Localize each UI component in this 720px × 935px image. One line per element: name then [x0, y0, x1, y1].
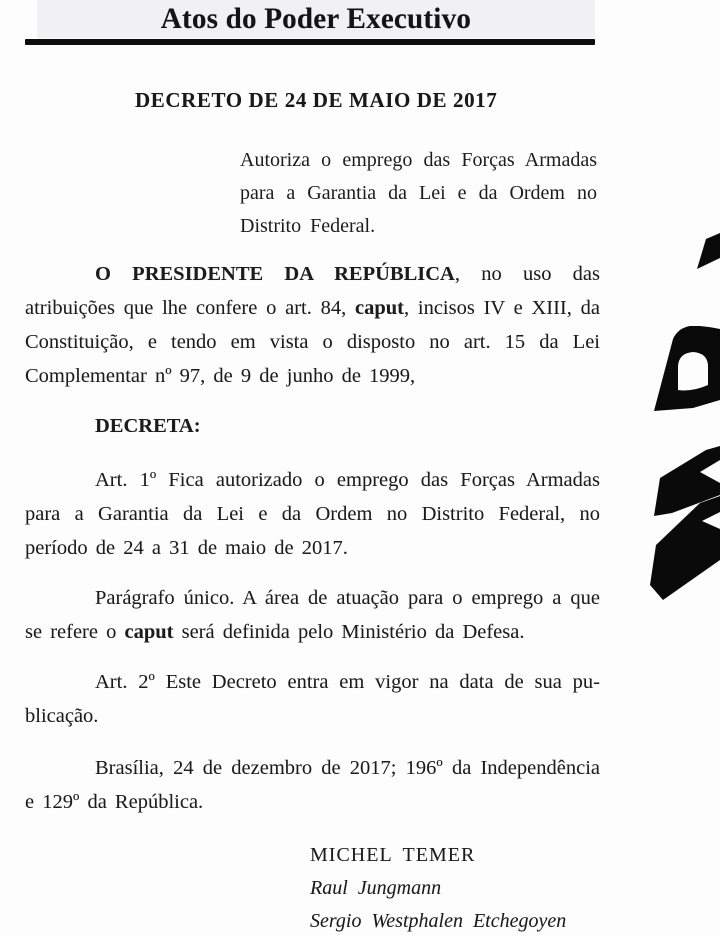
decree-preamble: O PRESIDENTE DA REPÚBLICA, no uso das atribuições que lhe confere o art. 84, caput, incisos IV e XIII, da Constituição, e tendo em vista o disposto no art. 15 da Lei Complementar nº 97, de 9 de junho de 1999,: [25, 263, 600, 387]
decree-title: DECRETO DE 24 DE MAIO DE 2017: [135, 88, 498, 112]
watermark-letter-fragments: [640, 225, 720, 615]
article-1: Art. 1º Fica autorizado o emprego das Forças Armadas para a Garantia da Lei e da Ordem no Distrito Federal, no período de 24 a 31 de maio de 2017.: [25, 469, 600, 559]
signature-president: MICHEL TEMER: [310, 844, 476, 866]
header-bottom-rule: [25, 39, 595, 45]
decree-document: [25, 88, 600, 935]
decreta-clause: DECRETA:: [95, 415, 201, 437]
decree-ementa: Autoriza o emprego das Forças Armadas para a Garantia da Lei e da Ordem no Distrito Federal.: [240, 149, 597, 237]
signature-minister-defense: Raul Jungmann: [310, 877, 442, 899]
section-header: [37, 0, 595, 38]
watermark-bowl-fragment: [654, 326, 720, 411]
article-2: Art. 2º Este Decreto entra em vigor na data de sua publicação.: [25, 671, 600, 727]
sole-paragraph: Parágrafo único. A área de atuação para o emprego a que se refere o caput será definida pelo Ministério da Defesa.: [25, 587, 600, 643]
signature-block: [310, 839, 600, 935]
section-title: Atos do Poder Executivo: [160, 2, 472, 35]
signature-minister-gsi: Sergio Westphalen Etchegoyen: [310, 910, 567, 932]
watermark-wedge-fragment: [697, 233, 720, 269]
date-place-line: Brasília, 24 de dezembro de 2017; 196º da Independência e 129º da República.: [25, 757, 600, 813]
